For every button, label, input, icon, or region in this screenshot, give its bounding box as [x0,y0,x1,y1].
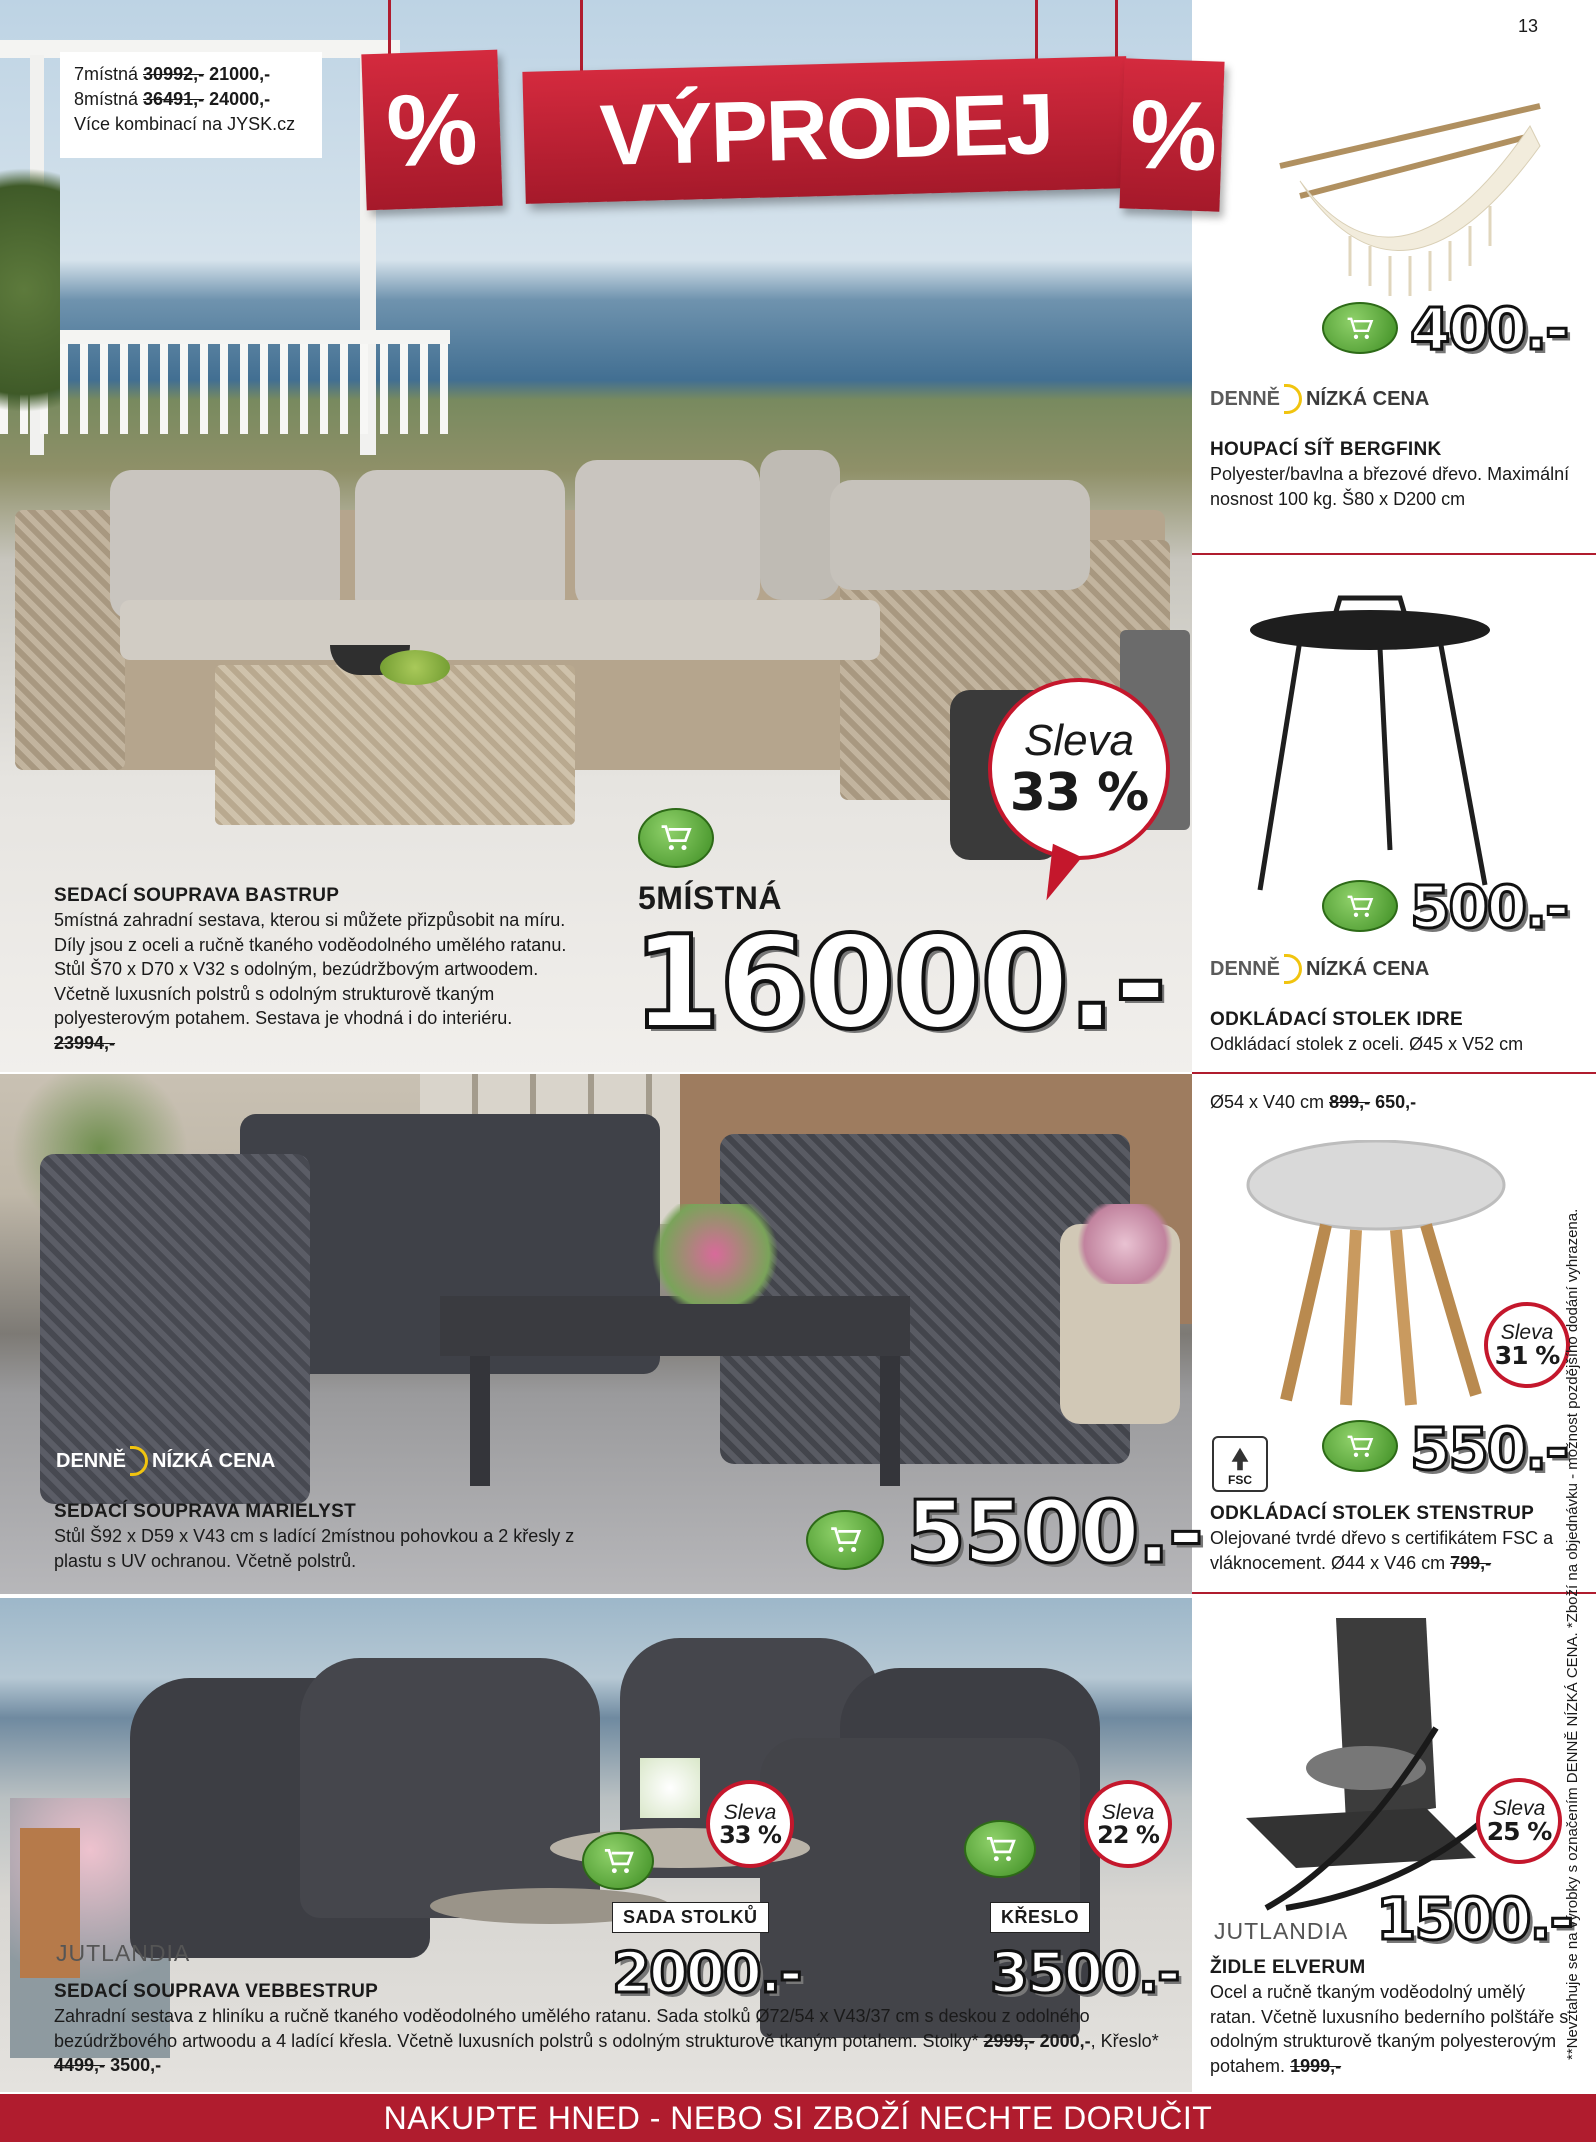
hammock-image [1260,86,1560,316]
kreslo-old-price: 4499,- [54,2055,106,2075]
footer-text: NAKUPTE HNED - NEBO SI ZBOŽÍ NECHTE DORUČIT [383,2100,1213,2136]
stolky-new-price: 2000,- [1039,2030,1091,2051]
marielyst-text-box [42,1492,602,1581]
stenstrup-cart-icon[interactable] [1322,1420,1398,1472]
sale-percent-right: % [1119,58,1224,211]
tree-icon [1226,1445,1254,1473]
hammock-low-price-logo: DENNĚ NÍZKÁ CENA [1210,384,1429,414]
vebbestrup-name: SEDACÍ SOUPRAVA VEBBESTRUP [54,1981,379,2002]
bastrup-discount-badge: Sleva 33 % [988,678,1170,860]
marielyst-name: SEDACÍ SOUPRAVA MARIELYST [54,1501,357,1522]
stolky-old-price: 2999,- [983,2030,1035,2051]
kreslo-label: KŘESLO [990,1902,1090,1933]
bastrup-description: 5místná zahradní sestava, kterou si můžete přizpůsobit na míru. Díly jsou z oceli a ručně tkaného voděodolného umělého ratanu. Stůl Š70 x D70 x V32 s odolným, bezúdržbovým artwoodem. Včetně luxusních polstrů s odolným strukturově tkaným polyesterovým potahem. Sestava je vhodná i do interiéru. 23994,- [54,910,567,1053]
sada-cart-icon[interactable] [582,1832,654,1890]
denne-mark-icon [130,1446,148,1476]
denne-mark-icon [1284,954,1302,984]
config-7-old-price: 30992,- [143,64,205,84]
bastrup-old-price: 23994,- [54,1032,116,1053]
config-8-new-price: 24000,- [209,89,271,109]
config-8-old-price: 36491,- [143,89,205,109]
hammock-name: HOUPACÍ SÍŤ BERGFINK [1210,439,1442,460]
marielyst-cart-icon[interactable] [806,1510,884,1570]
config-7-label: 7místná [74,64,139,84]
elverum-name: ŽIDLE ELVERUM [1210,1957,1366,1978]
elverum-discount-badge: Sleva 25 % [1476,1778,1562,1864]
footer-banner [0,2094,1596,2142]
idre-name: ODKLÁDACÍ STOLEK IDRE [1210,1009,1463,1030]
elverum-old-price: 1999,- [1290,2055,1342,2076]
idre-price: 500.- [1410,873,1568,941]
vebbestrup-jutlandia-logo: JUTLANDIA [56,1940,191,1966]
bastrup-cart-icon[interactable] [638,808,714,868]
kreslo-discount-badge: Sleva 22 % [1084,1780,1172,1868]
idre-variant: Ø54 x V40 cm 899,- 650,- [1210,1092,1417,1112]
hammock-cart-icon[interactable] [1322,302,1398,354]
config-more-link-text: Více kombinací na JYSK.cz [74,114,296,134]
hammock-description: Polyester/bavlna a březové dřevo. Maximální nosnost 100 kg. Š80 x D200 cm [1210,464,1570,509]
marielyst-price: 5500.- [906,1483,1202,1583]
stenstrup-description: Olejované tvrdé dřevo s certifikátem FSC a vláknocement. Ø44 x V46 cm 799,- [1210,1528,1554,1573]
vebbestrup-description: Zahradní sestava z hliníku a ručně tkaného voděodolného umělého ratanu. Sada stolků Ø72/54 x V43/37 cm s deskou z odolného bezúdržbového artwoodu a 4 ladící křesla. Včetně luxusních polstrů s odolným strukturově tkaným potahem. Stolky* 2999,- 2000,-, Křeslo* 4499,- 3500,- [54,2006,1159,2075]
idre-low-price-logo: DENNĚ NÍZKÁ CENA [1210,954,1429,984]
stenstrup-old-price: 799,- [1450,1552,1492,1573]
stenstrup-name: ODKLÁDACÍ STOLEK STENSTRUP [1210,1503,1535,1524]
marielyst-low-price-logo: DENNĚ NÍZKÁ CENA [56,1446,275,1476]
denne-mark-icon [1284,384,1302,414]
config-7-new-price: 21000,- [209,64,271,84]
stenstrup-discount-badge: Sleva 31 % [1484,1302,1570,1388]
sale-banner-title: VÝPRODEJ [522,56,1129,204]
elverum-price: 1500.- [1376,1885,1572,1953]
marielyst-description: Stůl Š92 x D59 x V43 cm s ladící 2místnou pohovkou a 2 křesly z plastu s UV ochranou. Včetně polstrů. [54,1526,575,1571]
bastrup-variant: 5MÍSTNÁ [638,880,782,916]
sada-stolku-label: SADA STOLKŮ [612,1902,769,1933]
idre-description: Odkládací stolek z oceli. Ø45 x V52 cm [1210,1034,1524,1054]
idre-table-image [1240,590,1500,900]
kreslo-new-price: 3500,- [110,2055,162,2075]
sada-price: 2000.- [612,1941,801,2006]
bastrup-price: 16000.- [632,909,1166,1058]
fsc-logo: FSC [1212,1436,1268,1492]
kreslo-cart-icon[interactable] [964,1820,1036,1878]
hammock-price: 400.- [1410,295,1568,363]
stenstrup-table-image [1246,1140,1506,1410]
elverum-chair-image [1226,1608,1526,1928]
idre-cart-icon[interactable] [1322,880,1398,932]
config-8-label: 8místná [74,89,139,109]
config-note [60,52,322,158]
sada-discount-badge: Sleva 33 % [706,1780,794,1868]
side-footnote: **Nevztahuje se na výrobky s označením DENNĚ NÍZKÁ CENA. *Zboží na objednávku - možnost pozdějšího dodání vyhrazena. [1564,1208,1581,2060]
page-number: 13 [1518,16,1539,36]
kreslo-price: 3500.- [990,1941,1179,2006]
elverum-description: Ocel a ručně tkaným voděodolný umělý ratan. Včetně luxusního bederního polštáře s odolným strukturově tkaným polyesterovým potahem. 1999,- [1210,1982,1569,2076]
jutlandia-logo: JUTLANDIA [1214,1918,1349,1944]
sale-percent-left: % [361,50,502,211]
stenstrup-price: 550.- [1410,1415,1568,1483]
bastrup-name: SEDACÍ SOUPRAVA BASTRUP [54,885,340,906]
